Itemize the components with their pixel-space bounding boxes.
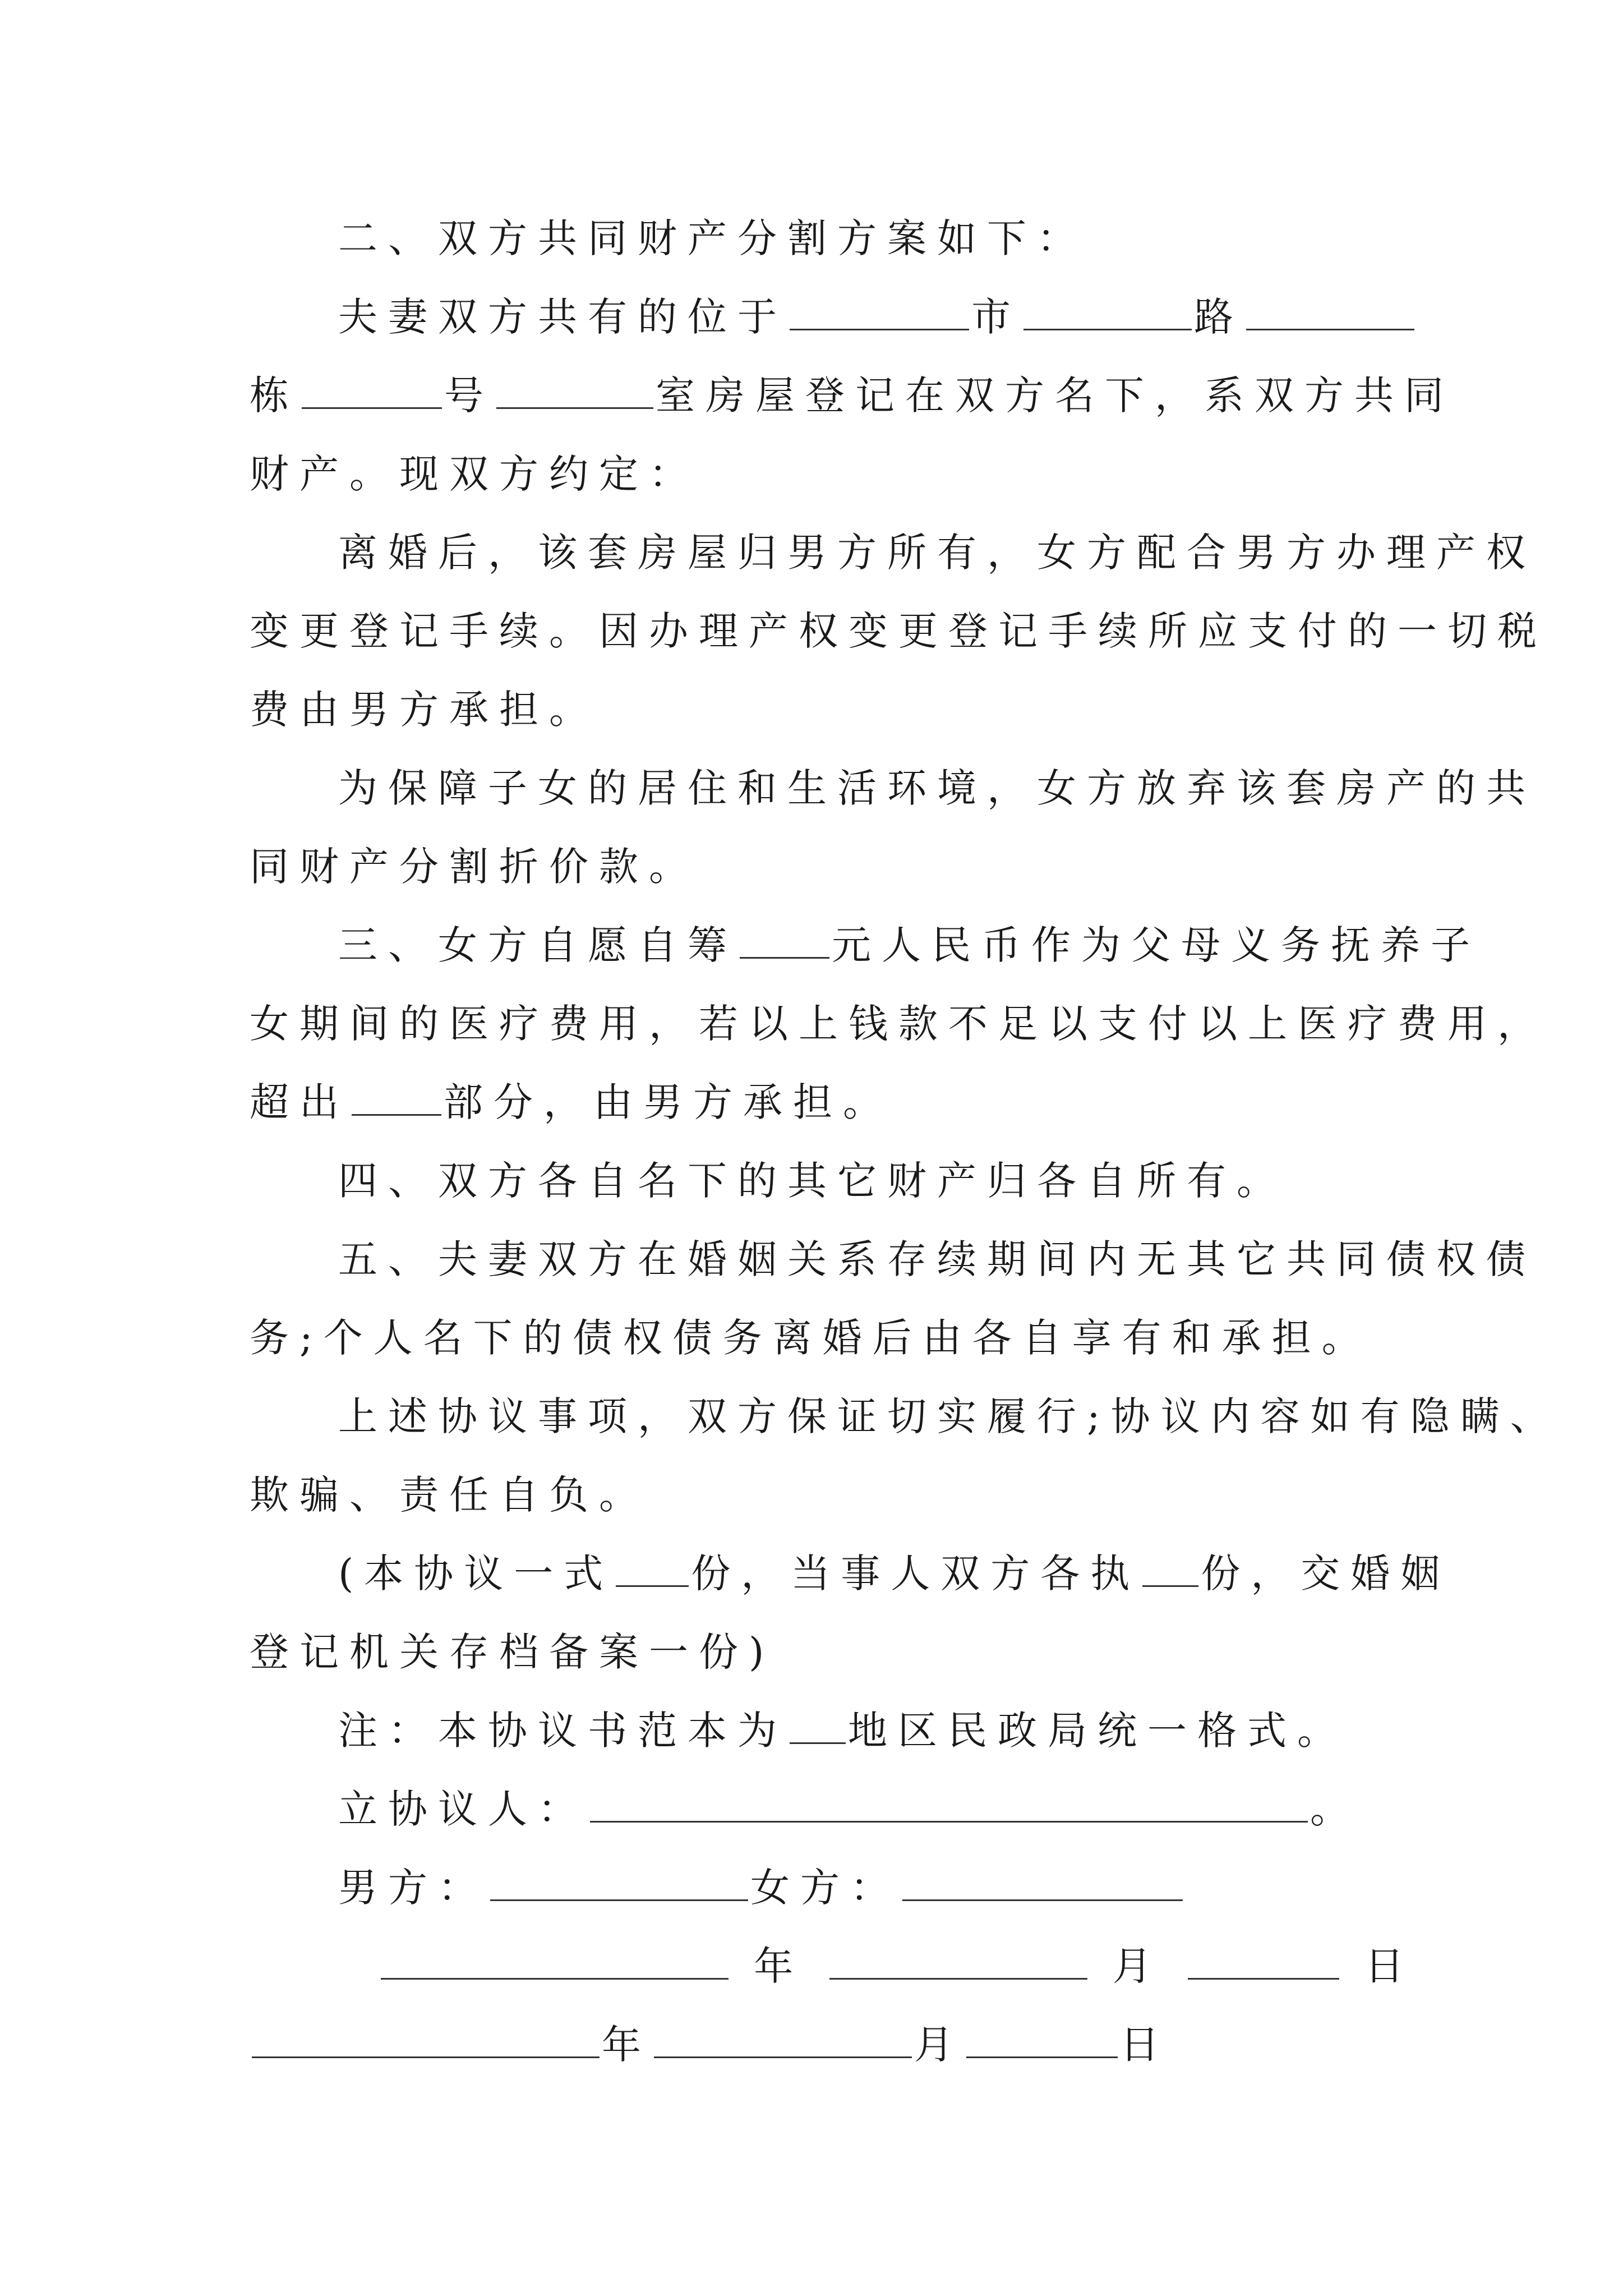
- text: 日: [1120, 2022, 1170, 2068]
- blank-field-number: [496, 374, 653, 409]
- text: 注：本协议书范本为: [338, 1708, 787, 1754]
- text: 日: [1364, 1943, 1415, 1989]
- text: 夫妻双方共有的位于: [338, 294, 787, 340]
- text: 市: [971, 294, 1021, 340]
- text: 男方：: [338, 1865, 488, 1911]
- blank-field-year: [252, 2023, 600, 2058]
- paragraph-line: [250, 600, 1547, 662]
- text: 份，当事人双方各执: [691, 1550, 1141, 1596]
- text: 月: [1112, 1943, 1163, 1989]
- address-line-1: [338, 286, 1465, 348]
- text: 年: [754, 1943, 804, 1989]
- text: 月: [914, 2022, 964, 2068]
- section-3-line: [338, 914, 1481, 976]
- address-line-2: [250, 365, 1454, 426]
- text: 费由男方承担。: [250, 687, 599, 733]
- paragraph-line: [338, 522, 1536, 583]
- text: 财产。现双方约定：: [250, 451, 699, 497]
- text: 部分，由男方承担。: [444, 1079, 893, 1125]
- copies-line: [338, 1543, 1465, 1604]
- text: 。: [1310, 1786, 1360, 1832]
- text: 元人民币作为父母义务抚养子: [832, 922, 1481, 968]
- text: 路: [1194, 294, 1244, 340]
- blank-field-month: [654, 2023, 912, 2058]
- blank-field-day: [1188, 1944, 1339, 1980]
- date-line-1: [379, 1935, 1506, 1997]
- text: 同财产分割折价款。: [250, 844, 699, 890]
- paragraph-line: [338, 1386, 1560, 1447]
- text: 女期间的医疗费用，若以上钱款不足以支付以上医疗费用，: [250, 1001, 1547, 1047]
- text: 号: [444, 372, 494, 418]
- blank-field-month: [829, 1944, 1087, 1980]
- parties-line: [338, 1857, 1465, 1918]
- blank-field-each-copies: [1142, 1552, 1198, 1587]
- paragraph-line: [250, 836, 1377, 898]
- section-4-line: [338, 1150, 1465, 1212]
- note-line: [338, 1700, 1465, 1761]
- blank-field-copies: [616, 1552, 689, 1587]
- text: 地区民政局统一格式。: [848, 1708, 1347, 1754]
- blank-field-road: [1023, 295, 1192, 330]
- text: 为保障子女的居住和生活环境，女方放弃该套房产的共: [338, 765, 1536, 811]
- paragraph-line: [250, 1621, 1377, 1683]
- section-2-heading: [338, 208, 1465, 269]
- paragraph-line: [338, 757, 1536, 819]
- text: 室房屋登记在双方名下，系双方共同: [656, 372, 1454, 418]
- paragraph-line: [250, 1071, 1377, 1133]
- blank-field-male: [490, 1866, 748, 1901]
- text: 务;个人名下的债权债务离婚后由各自享有和承担。: [250, 1315, 1372, 1361]
- paragraph-line: [250, 1464, 1377, 1526]
- signatory-line: [338, 1778, 1465, 1840]
- text: 变更登记手续。因办理产权变更登记手续所应支付的一切税: [250, 608, 1547, 654]
- blank-field-year: [381, 1944, 728, 1980]
- text: 四、双方各自名下的其它财产归各自所有。: [338, 1158, 1287, 1204]
- text: 二、双方共同财产分割方案如下：: [338, 215, 1087, 261]
- blank-field-amount: [740, 923, 829, 959]
- text: 五、夫妻双方在婚姻关系存续期间内无其它共同债权债: [338, 1236, 1536, 1282]
- paragraph-line: [250, 443, 1377, 505]
- blank-field-excess: [352, 1080, 441, 1116]
- blank-field-region: [790, 1709, 846, 1744]
- text: 份，交婚姻: [1201, 1550, 1451, 1596]
- text: 离婚后，该套房屋归男方所有，女方配合男方办理产权: [338, 530, 1536, 576]
- section-5-line: [338, 1228, 1536, 1290]
- paragraph-line: [250, 1307, 1377, 1369]
- blank-field-building: [302, 374, 442, 409]
- paragraph-line: [250, 679, 1377, 740]
- blank-field-female: [902, 1866, 1183, 1901]
- text: 女方：: [750, 1865, 900, 1911]
- text: 上述协议事项，双方保证切实履行;协议内容如有隐瞒、: [338, 1393, 1560, 1439]
- date-line-2: [250, 2014, 1377, 2076]
- text: 欺骗、责任自负。: [250, 1472, 649, 1518]
- text: 年: [602, 2022, 652, 2068]
- text: 立协议人：: [338, 1786, 588, 1832]
- text: (本协议一式: [338, 1550, 614, 1596]
- text: 三、女方自愿自筹: [338, 922, 737, 968]
- paragraph-line: [250, 993, 1547, 1055]
- blank-field-signatory: [590, 1787, 1308, 1823]
- text: 栋: [250, 372, 299, 418]
- blank-field-city: [790, 295, 969, 330]
- blank-field-day: [966, 2023, 1118, 2058]
- text: 登记机关存档备案一份): [250, 1629, 775, 1675]
- blank-field-road-after: [1246, 295, 1414, 330]
- text: 超出: [250, 1079, 349, 1125]
